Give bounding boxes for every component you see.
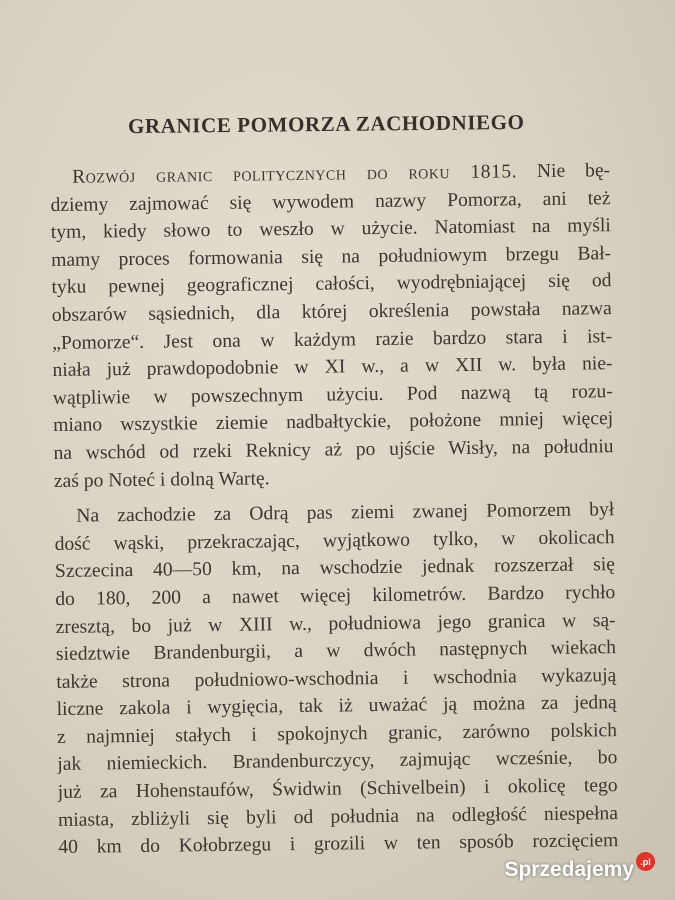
- text-line: siedztwie Brandenburgii, a w dwóch następnych wiekach: [55, 637, 617, 666]
- text-line: już za Hohenstaufów, Świdwin (Schivelbein) i okolicę tego: [57, 775, 618, 804]
- text-line: z najmniej stałych i spokojnych granic, zarówno polskich: [56, 719, 618, 748]
- first-line-rest: Nie bę-: [536, 160, 611, 183]
- section-heading-smallcaps: Rozwój granic politycznych do roku 1815.: [72, 161, 518, 188]
- text-line: zaś po Noteć i dolną Wartę.: [53, 467, 270, 492]
- text-line: liczne zakola i wygięcia, tak iż uważać ją można za jedną: [56, 692, 617, 721]
- text-line: wątpliwie w powszechnym użyciu. Pod nazwą tą rozu-: [52, 380, 613, 409]
- text-line: dość wąski, przekraczając, wyjątkowo tylko, w okolicach: [54, 526, 615, 555]
- text-line: obszarów sąsiednich, dla której określenia powstała nazwa: [51, 298, 612, 326]
- page-title: GRANICE POMORZA ZACHODNIEGO: [127, 109, 525, 139]
- text-line: „Pomorze“. Jest ona w każdym razie bardzo stara i ist-: [52, 325, 613, 354]
- text-line: do 180, 200 a nawet więcej kilometrów. Bardzo rychło: [55, 582, 616, 610]
- text-line: 40 km do Kołobrzegu i grozili w ten sposób rozcięciem: [58, 830, 619, 859]
- text-line: miano wszystkie ziemie nadbałtyckie, położone mniej więcej: [53, 408, 614, 437]
- text-line: miasta, zbliżyli się byli od południa na odległość niespełna: [57, 802, 619, 831]
- text-line: tyku pewnej geograficznej całości, wyodrębniającej się od: [51, 270, 612, 299]
- text-line: także strona południowo-wschodnia i wschodnia wykazują: [56, 664, 617, 693]
- watermark-badge: .pl: [636, 852, 655, 871]
- text-line: jak niemieckich. Brandenburczycy, zajmując wcześnie, bo: [57, 747, 618, 776]
- body-text: [50, 157, 618, 862]
- text-line: Na zachodzie za Odrą pas ziemi zwanej Pomorzem był: [76, 499, 615, 527]
- text-line: mamy proces formowania się na południowym brzegu Bał-: [51, 242, 612, 271]
- text-line: dziemy zajmować się wywodem nazwy Pomorza, ani też: [50, 187, 611, 216]
- text-line: niała już prawdopodobnie w XI w., a w XII w. była nie-: [52, 353, 613, 382]
- site-watermark: [504, 858, 655, 882]
- text-line: tym, kiedy słowo to weszło w użycie. Natomiast na myśli: [50, 215, 611, 244]
- text-line: zresztą, bo już w XIII w., południowa jego granica w są-: [55, 609, 616, 638]
- text-line: na wschód od rzeki Reknicy aż po ujście Wisły, na południu: [53, 436, 614, 464]
- watermark-text: Sprzedajemy: [504, 858, 634, 881]
- text-line: Szczecina 40—50 km, na wschodzie jednak rozszerzał się: [54, 554, 616, 583]
